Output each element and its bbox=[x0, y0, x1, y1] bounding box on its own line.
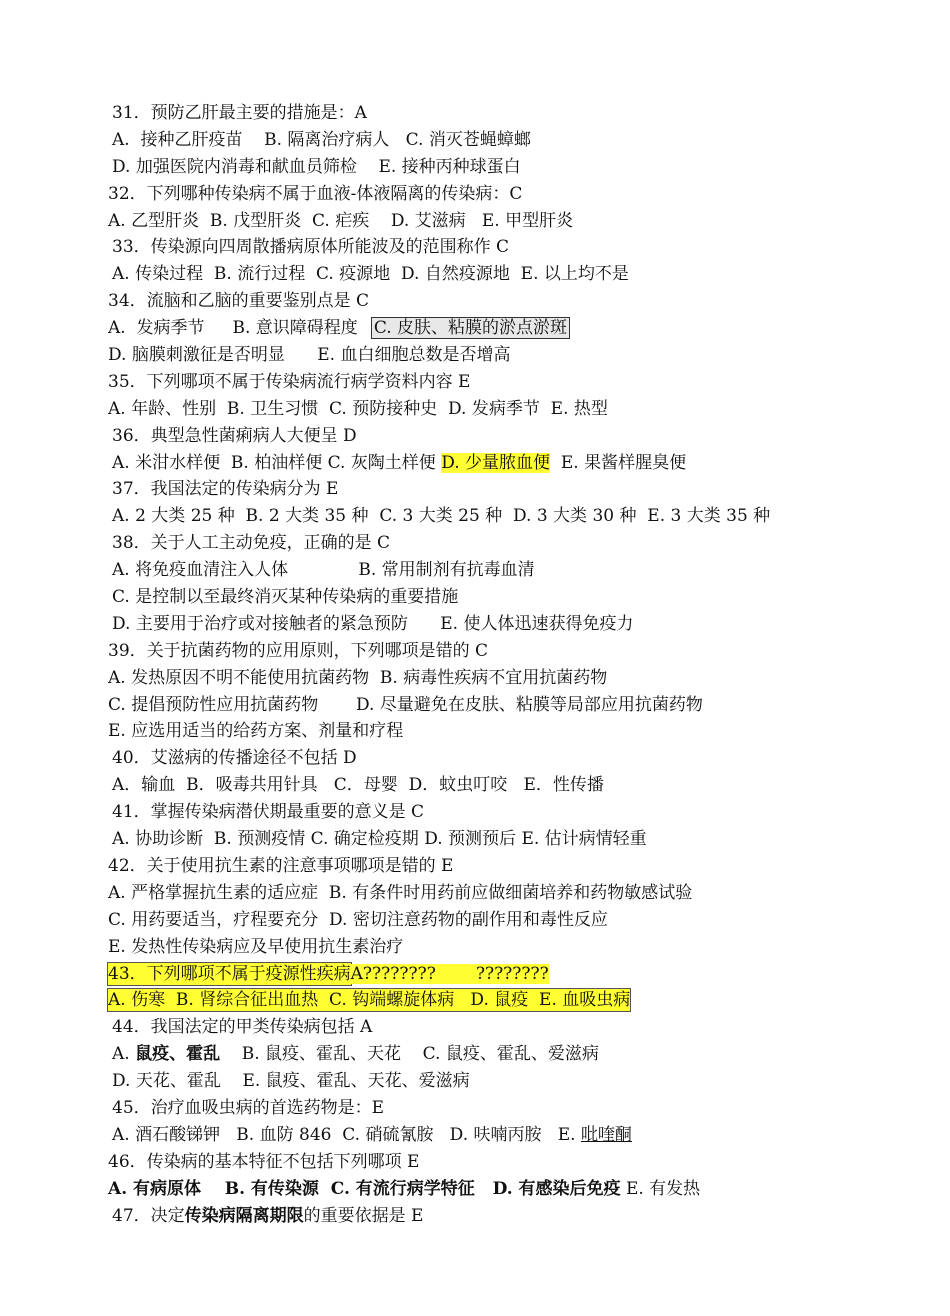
q44-option-a-bold: 鼠疫、霍乱 bbox=[135, 1044, 221, 1065]
q38-options-1: A. 将免疫血清注入人体 B. 常用制剂有抗毒血清 bbox=[112, 560, 535, 581]
q43-options-row bbox=[108, 987, 828, 1014]
q32-options: A. 乙型肝炎 B. 戊型肝炎 C. 疟疾 D. 艾滋病 E. 甲型肝炎 bbox=[108, 210, 574, 231]
q39-options-3: E. 应选用适当的给药方案、剂量和疗程 bbox=[108, 721, 404, 742]
q46-options-bold: A. 有病原体 B. 有传染源 C. 有流行病学特征 D. 有感染后免疫 bbox=[108, 1178, 621, 1199]
q45-stem: 45．治疗血吸虫病的首选药物是：E bbox=[112, 1097, 385, 1118]
q34-stem: 34．流脑和乙脑的重要鉴别点是 C bbox=[108, 291, 370, 312]
q44-stem: 44．我国法定的甲类传染病包括 A bbox=[112, 1017, 373, 1038]
q47-stem-post: 的重要依据是 E bbox=[303, 1205, 424, 1226]
q44-option-a-prefix: A. bbox=[112, 1044, 136, 1065]
q34-options-2: D. 脑膜刺激征是否明显 E. 血白细胞总数是否增高 bbox=[108, 345, 511, 366]
q41-stem: 41．掌握传染病潜伏期最重要的意义是 C bbox=[112, 802, 425, 823]
q47-stem bbox=[108, 1203, 828, 1230]
q38-options-2: C. 是控制以至最终消灭某种传染病的重要措施 bbox=[112, 587, 459, 608]
q39-options-2: C. 提倡预防性应用抗菌药物 D. 尽量避免在皮肤、粘膜等局部应用抗菌药物 bbox=[108, 694, 703, 715]
q45-options-pre: A. 酒石酸锑钾 B. 血防 846 C. 硝硫氰胺 D. 呋喃丙胺 E. bbox=[112, 1124, 581, 1145]
q43-answer-highlighted bbox=[351, 964, 549, 984]
q36-options-post: E. 果酱样腥臭便 bbox=[550, 452, 687, 473]
q33-options: A. 传染过程 B. 流行过程 C. 疫源地 D. 自然疫源地 E. 以上均不是 bbox=[112, 264, 629, 285]
q32-stem: 32．下列哪种传染病不属于血液-体液隔离的传染病：C bbox=[108, 183, 523, 204]
q38-options-3: D. 主要用于治疗或对接触者的紧急预防 E. 使人体迅速获得免疫力 bbox=[112, 613, 634, 634]
q45-options bbox=[108, 1122, 828, 1149]
q47-stem-pre: 47．决定 bbox=[112, 1205, 185, 1226]
q31-options-1: A. 接种乙肝疫苗 B. 隔离治疗病人 C. 消灭苍蝇蟑螂 bbox=[112, 129, 531, 150]
q42-options-2: C. 用药要适当，疗程要充分 D. 密切注意药物的副作用和毒性反应 bbox=[108, 909, 608, 930]
q36-options-pre: A. 米泔水样便 B. 柏油样便 C. 灰陶土样便 bbox=[112, 452, 442, 473]
q34-option-a: A. 发病季节 bbox=[108, 318, 205, 339]
q43-stem-row bbox=[108, 961, 828, 988]
q33-stem: 33．传染源向四周散播病原体所能波及的范围称作 C bbox=[112, 237, 510, 258]
q36-options bbox=[108, 450, 828, 477]
q42-stem: 42．关于使用抗生素的注意事项哪项是错的 E bbox=[108, 855, 454, 876]
q39-options-1: A. 发热原因不明不能使用抗菌药物 B. 病毒性疾病不宜用抗菌药物 bbox=[108, 667, 608, 688]
q31-stem: 31．预防乙肝最主要的措施是：A bbox=[112, 103, 367, 123]
q40-options: A．输血 B．吸毒共用针具 C．母婴 D．蚊虫叮咬 E．性传播 bbox=[112, 775, 604, 796]
q39-stem: 39．关于抗菌药物的应用原则，下列哪项是错的 C bbox=[108, 640, 489, 661]
q36-stem: 36．典型急性菌痢病人大便呈 D bbox=[112, 425, 357, 446]
q43-options-highlighted: A. 伤寒 B. 肾综合征出血热 C. 钩端螺旋体病 D. 鼠疫 E. 血吸虫病 bbox=[108, 990, 631, 1011]
q34-option-b: B. 意识障碍程度 bbox=[232, 318, 358, 339]
q37-stem: 37．我国法定的传染病分为 E bbox=[112, 479, 339, 500]
q42-options-1: A. 严格掌握抗生素的适应症 B. 有条件时用药前应做细菌培养和药物敏感试验 bbox=[108, 882, 693, 903]
q46-options bbox=[108, 1176, 828, 1203]
q43-answer-b: ???????? bbox=[475, 963, 549, 984]
question-list bbox=[108, 100, 828, 1229]
q45-option-e-underlined: 吡喹酮 bbox=[580, 1124, 632, 1145]
q34-option-c-highlighted: C. 皮肤、粘膜的淤点淤斑 bbox=[373, 318, 568, 339]
q44-options-1 bbox=[108, 1041, 828, 1068]
q47-stem-bold: 传染病隔离期限 bbox=[184, 1205, 304, 1226]
q41-options: A. 协助诊断 B. 预测疫情 C. 确定检疫期 D. 预测预后 E. 估计病情轻重 bbox=[112, 829, 647, 850]
q44-options-rest: B. 鼠疫、霍乱、天花 C. 鼠疫、霍乱、爱滋病 bbox=[220, 1044, 599, 1065]
q35-options: A. 年龄、性别 B. 卫生习惯 C. 预防接种史 D. 发病季节 E. 热型 bbox=[108, 398, 608, 419]
q46-options-tail: E. 有发热 bbox=[620, 1178, 701, 1199]
q43-stem-highlighted: 43．下列哪项不属于疫源性疾病 bbox=[108, 963, 351, 984]
q34-options-1 bbox=[108, 315, 828, 342]
q38-stem: 38．关于人工主动免疫，正确的是 C bbox=[112, 533, 391, 554]
q44-options-2: D. 天花、霍乱 E. 鼠疫、霍乱、天花、爱滋病 bbox=[112, 1071, 470, 1092]
q42-options-3: E. 发热性传染病应及早使用抗生素治疗 bbox=[108, 936, 404, 957]
q46-stem: 46．传染病的基本特征不包括下列哪项 E bbox=[108, 1151, 420, 1172]
q43-answer-a: A???????? bbox=[350, 963, 436, 984]
q40-stem: 40．艾滋病的传播途径不包括 D bbox=[112, 748, 357, 769]
q37-options: A. 2 大类 25 种 B. 2 大类 35 种 C. 3 大类 25 种 D. 3 大类 30 种 E. 3 大类 35 种 bbox=[112, 506, 771, 527]
q36-option-d-highlighted: D. 少量脓血便 bbox=[441, 452, 551, 473]
q35-stem: 35．下列哪项不属于传染病流行病学资料内容 E bbox=[108, 371, 471, 392]
q31-options-2: D. 加强医院内消毒和献血员筛检 E. 接种丙种球蛋白 bbox=[112, 156, 521, 177]
